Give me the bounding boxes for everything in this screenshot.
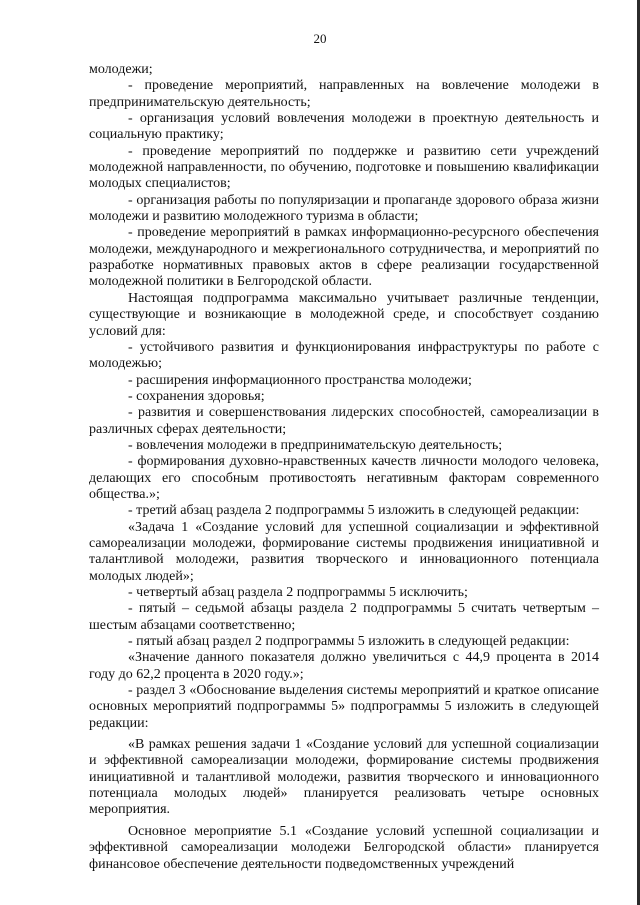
amendment-item: - пятый абзац раздел 2 подпрограммы 5 изложить в следующей редакции: (128, 634, 570, 650)
paragraph-continuation: молодежи; (89, 62, 153, 77)
list-item: - вовлечения молодежи в предпринимательскую деятельность; (128, 437, 503, 453)
paragraph: Основное мероприятие 5.1 «Создание условий успешной социализации и эффективной самореализации молодежи Белгородской области» планируется финансовое обеспечение деятельности подведомственных учреждений (89, 823, 599, 872)
list-item: - развития и совершенствования лидерских способностей, самореализации в различных сферах деятельности; (89, 405, 599, 437)
list-item: - сохранения здоровья; (128, 388, 265, 404)
amendment-item: - четвертый абзац раздела 2 подпрограммы 5 исключить; (128, 585, 468, 600)
document-body (89, 62, 599, 873)
paragraph: Настоящая подпрограмма максимально учитывает различные тенденции, существующие и возникающие в молодежной среде, и способствует созданию условий для: (89, 290, 599, 339)
quoted-text: «В рамках решения задачи 1 «Создание условий для успешной социализации и эффективной самореализации молодежи, формирование системы продвижения инициативной и талантливой молодежи, развития творческого и инновационного потенциала молодых людей» планируется реализовать четыре основных мероприятия. (89, 737, 599, 818)
amendment-item: - третий абзац раздела 2 подпрограммы 5 изложить в следующей редакции: (128, 503, 580, 519)
page-number: 20 (313, 31, 327, 46)
quoted-text: «Задача 1 «Создание условий для успешной социализации и эффективной самореализации молодежи, формирование системы продвижения инициативной и талантливой молодежи, развития творческого и инновационного потенциала молодых людей»; (89, 519, 599, 584)
list-item: - расширения информационного пространства молодежи; (128, 372, 472, 388)
list-item: - организация работы по популяризации и пропаганде здорового образа жизни молодежи и развитию молодежного туризма в области; (89, 192, 599, 225)
list-item: - проведение мероприятий, направленных на вовлечение молодежи в предпринимательскую деятельность; (89, 78, 599, 110)
amendment-item: - раздел 3 «Обоснование выделения системы мероприятий и краткое описание основных мероприятий подпрограммы 5» подпрограммы 5 изложить в следующей редакции: (89, 683, 599, 731)
amendment-item: - пятый – седьмой абзацы раздела 2 подпрограммы 5 считать четвертым – шестым абзацами соответственно; (89, 601, 599, 633)
list-item: - формирования духовно-нравственных качеств личности молодого человека, делающих его способным противостоять негативным факторам современного общества.»; (89, 454, 599, 502)
list-item: - проведение мероприятий по поддержке и развитию сети учреждений молодежной направленности, по обучению, подготовке и повышению квалификации молодых специалистов; (89, 143, 599, 192)
list-item: - устойчивого развития и функционирования инфраструктуры по работе с молодежью; (89, 339, 599, 372)
quoted-text: «Значение данного показателя должно увеличиться с 44,9 процента в 2014 году до 62,2 процента в 2020 году.»; (89, 650, 599, 682)
list-item: - проведение мероприятий в рамках информационно-ресурсного обеспечения молодежи, международного и межрегионального сотрудничества, и мероприятий по разработке нормативных правовых актов в сфере реализации государственной молодежной политики в Белгородской области. (89, 225, 599, 290)
list-item: - организация условий вовлечения молодежи в проектную деятельность и социальную практику; (89, 111, 599, 143)
